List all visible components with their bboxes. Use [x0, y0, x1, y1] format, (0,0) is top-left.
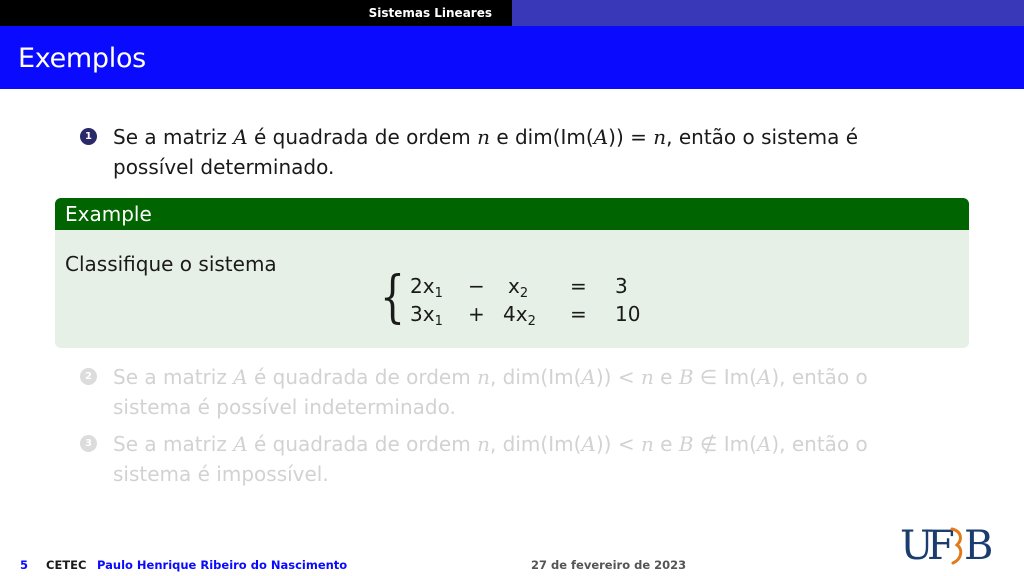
subscript: 1 [434, 286, 443, 301]
math-var: n [477, 432, 490, 456]
text-run: ∈ Im( [693, 365, 757, 389]
subscript: 2 [527, 314, 536, 329]
rhs-value: 10 [615, 302, 641, 326]
subscript: 2 [519, 286, 529, 301]
equals-sign: = [570, 274, 587, 298]
item-line-1 [113, 429, 930, 459]
item-text [113, 122, 930, 182]
text-run: e dim(Im( [489, 125, 594, 149]
text-run: e [653, 365, 679, 389]
logo-letter: F [927, 523, 954, 569]
term-text: 2x [410, 274, 435, 298]
text-run: Se a matriz [113, 432, 234, 456]
math-var: A [233, 125, 248, 149]
math-var: A [581, 365, 596, 389]
equals-sign: = [570, 302, 587, 326]
math-var: A [756, 432, 772, 456]
ufrb-logo [900, 523, 1000, 571]
example-body [55, 230, 969, 348]
math-var: B [678, 432, 694, 456]
text-run: , dim(Im( [489, 432, 582, 456]
text-run: )) = [608, 125, 654, 149]
left-brace: { [380, 265, 405, 330]
math-var: B [678, 365, 694, 389]
item-line-1 [113, 122, 930, 152]
math-var: A [581, 432, 596, 456]
list-item-2 [80, 362, 930, 422]
term-text: 3x [410, 302, 435, 326]
logo-letter: U [900, 523, 933, 569]
math-var: A [756, 365, 772, 389]
item-line-2: sistema é possível indeterminado. [113, 395, 456, 419]
term-1 [410, 302, 443, 329]
item-number-badge: 2 [80, 368, 97, 385]
text-run: ∉ Im( [693, 432, 757, 456]
item-number-badge: 1 [80, 128, 97, 145]
term-text: x [508, 274, 520, 298]
frame-title: Exemplos [18, 43, 146, 74]
term-text: 4x [503, 302, 528, 326]
math-var: A [233, 432, 248, 456]
text-run: é quadrada de ordem [247, 365, 478, 389]
example-block [55, 198, 969, 348]
term-2 [503, 302, 536, 329]
footer-author[interactable]: Paulo Henrique Ribeiro do Nascimento [97, 558, 348, 572]
text-run: ), então o [771, 432, 868, 456]
item-text [113, 429, 930, 489]
footer [0, 552, 1024, 576]
list-item-3 [80, 429, 930, 489]
subscript: 1 [434, 314, 443, 329]
item-line-2: possível determinado. [113, 155, 335, 179]
example-header: Example [55, 198, 969, 230]
math-var: n [477, 125, 490, 149]
math-var: n [653, 125, 667, 149]
section-title[interactable]: Sistemas Lineares [368, 6, 492, 20]
text-run: , então o sistema é [666, 125, 859, 149]
text-run: Se a matriz [113, 365, 234, 389]
item-number-badge: 3 [80, 435, 97, 452]
item-line-2: sistema é impossível. [113, 462, 329, 486]
logo-mark-icon [949, 527, 965, 565]
footer-institution: CETEC [46, 558, 87, 572]
operator: + [468, 302, 485, 326]
text-run: )) < [595, 432, 641, 456]
item-text [113, 362, 930, 422]
footer-date: 27 de fevereiro de 2023 [531, 558, 687, 572]
operator: − [468, 274, 485, 298]
text-run: , dim(Im( [489, 365, 582, 389]
text-run: Se a matriz [113, 125, 234, 149]
list-item-1 [80, 122, 930, 182]
text-run: e [653, 432, 679, 456]
text-run: ), então o [771, 365, 868, 389]
rhs-value: 3 [615, 274, 628, 298]
math-var: A [593, 125, 609, 149]
math-var: A [233, 365, 248, 389]
math-var: n [640, 432, 654, 456]
text-run: é quadrada de ordem [247, 125, 478, 149]
math-var: n [477, 365, 490, 389]
item-line-1 [113, 362, 930, 392]
header-right-panel [512, 0, 1024, 26]
example-text: Classifique o sistema [65, 252, 277, 276]
math-var: n [640, 365, 654, 389]
page-number[interactable]: 5 [20, 558, 29, 572]
frame-title-bar [0, 26, 1024, 89]
logo-letter: B [964, 523, 993, 569]
text-run: é quadrada de ordem [247, 432, 478, 456]
header-left-panel [0, 0, 512, 26]
term-1 [410, 274, 443, 301]
term-2 [508, 274, 528, 301]
text-run: )) < [595, 365, 641, 389]
top-header-strip [0, 0, 1024, 26]
